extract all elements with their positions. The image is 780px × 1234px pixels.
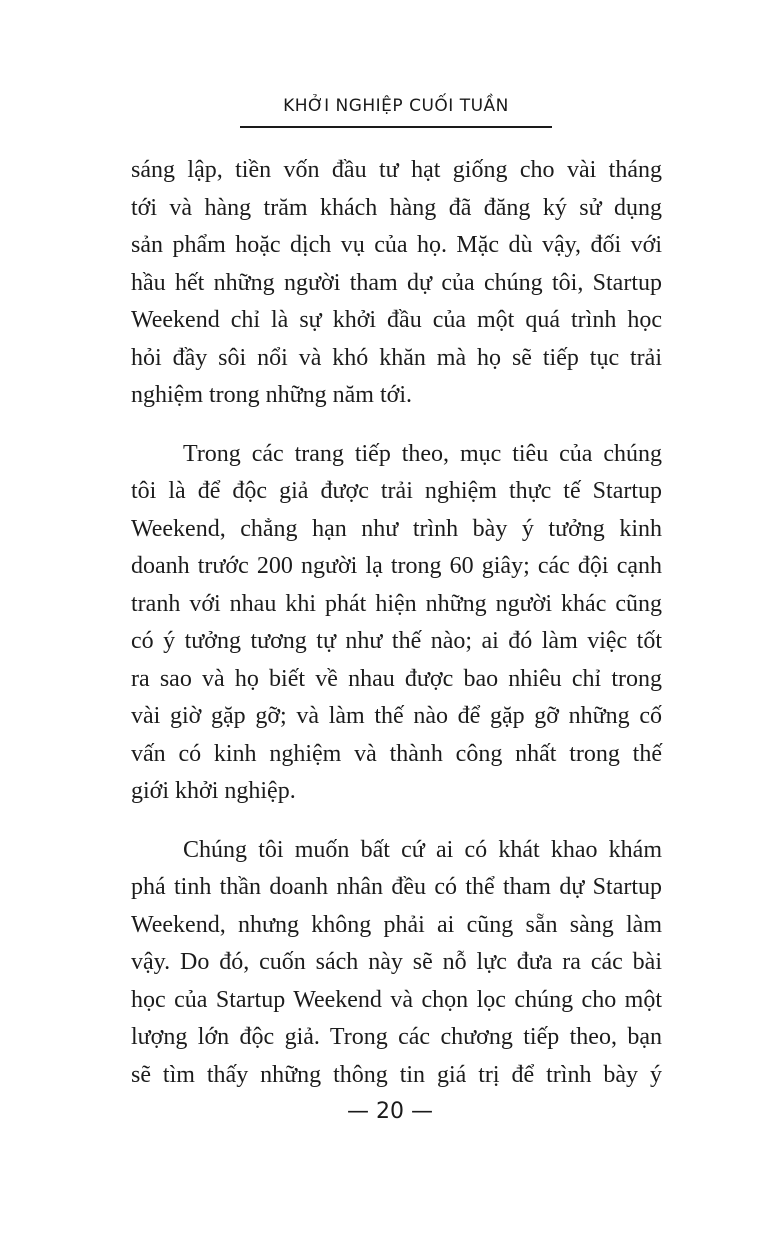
page-number: — 20 —	[347, 1099, 433, 1124]
text-line: lượng lớn độc giả. Trong các chương tiếp theo, bạn	[131, 1024, 662, 1050]
text-line: Weekend chỉ là sự khởi đầu của một quá trình học	[131, 307, 662, 333]
text-line: vấn có kinh nghiệm và thành công nhất trong thế	[131, 740, 662, 767]
text-line: phá tinh thần doanh nhân đều có thể tham dự Startup	[131, 874, 662, 900]
text-line: Trong các trang tiếp theo, mục tiêu của chúng	[183, 440, 662, 467]
text-line: sản phẩm hoặc dịch vụ của họ. Mặc dù vậy, đối với	[131, 232, 662, 258]
text-line: nghiệm trong những năm tới.	[131, 382, 413, 408]
text-line: Chúng tôi muốn bất cứ ai có khát khao khám	[183, 836, 662, 863]
text-line: tới và hàng trăm khách hàng đã đăng ký sử dụng	[131, 194, 662, 221]
text-line: có ý tưởng tương tự như thế nào; ai đó làm việc tốt	[131, 628, 662, 654]
paragraph-3	[131, 832, 662, 1095]
text-line: học của Startup Weekend và chọn lọc chúng cho một	[131, 986, 662, 1013]
running-header: KHỞI NGHIỆP CUỐI TUẦN	[283, 96, 509, 116]
text-line: sẽ tìm thấy những thông tin giá trị để trình bày ý	[131, 1061, 662, 1088]
text-line: sáng lập, tiền vốn đầu tư hạt giống cho vài tháng	[131, 157, 662, 183]
text-line: tranh với nhau khi phát hiện những người khác cũng	[131, 590, 662, 617]
text-line: Weekend, nhưng không phải ai cũng sẵn sàng làm	[131, 911, 662, 938]
text-line: vậy. Do đó, cuốn sách này sẽ nỗ lực đưa ra các bài	[131, 949, 662, 975]
text-line: Weekend, chẳng hạn như trình bày ý tưởng kinh	[131, 515, 662, 542]
text-line: giới khởi nghiệp.	[131, 778, 296, 804]
text-line: hầu hết những người tham dự của chúng tôi, Startup	[131, 269, 662, 296]
paragraph-1	[131, 152, 662, 415]
text-line: vài giờ gặp gỡ; và làm thế nào để gặp gỡ những cố	[131, 703, 662, 729]
text-line: tôi là để độc giả được trải nghiệm thực tế Startup	[131, 478, 662, 504]
body-text	[131, 152, 662, 1094]
text-line: hỏi đầy sôi nổi và khó khăn mà họ sẽ tiếp tục trải	[131, 344, 662, 371]
text-line: ra sao và họ biết về nhau được bao nhiêu chỉ trong	[131, 665, 662, 692]
header-rule	[240, 126, 552, 128]
paragraph-2	[131, 436, 662, 811]
text-line: doanh trước 200 người lạ trong 60 giây; các đội cạnh	[131, 553, 662, 579]
